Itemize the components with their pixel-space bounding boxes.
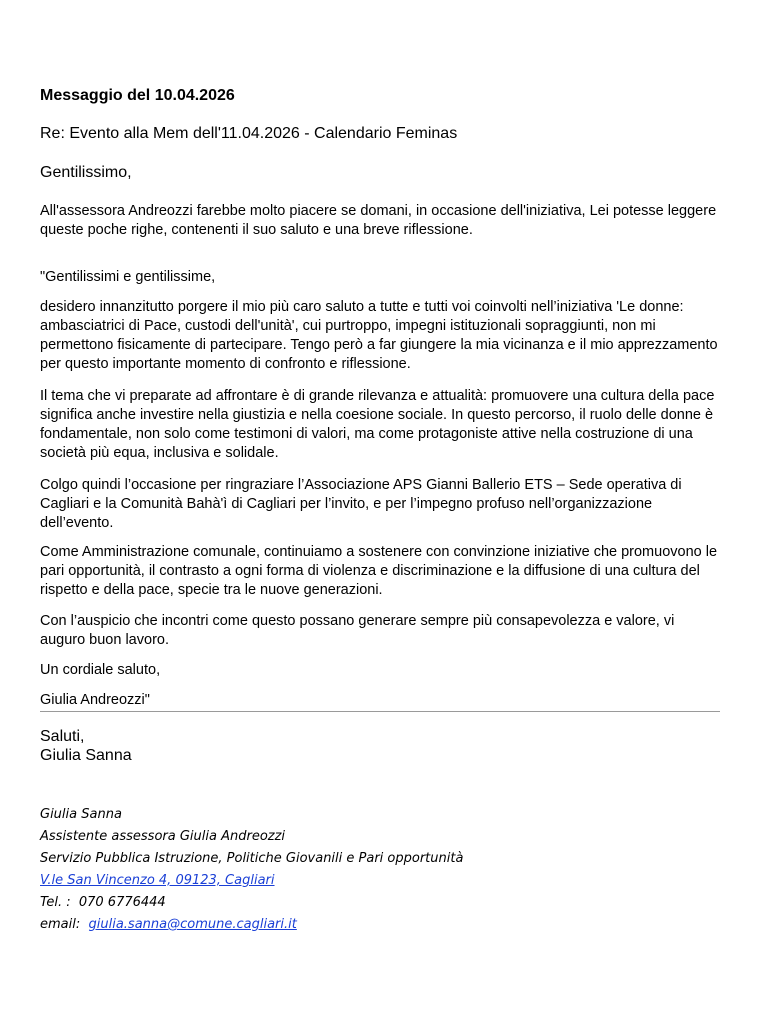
quote-paragraph-5: Con l’auspicio che incontri come questo possano generare sempre più consapevolezza e valore, vi auguro buon lavoro. xyxy=(40,613,675,648)
email-signature xyxy=(40,804,463,936)
closing-salutation: Saluti, xyxy=(40,728,85,745)
closing-name: Giulia Sanna xyxy=(40,747,132,764)
signature-phone-line xyxy=(40,892,463,914)
greeting: Gentilissimo, xyxy=(40,164,132,181)
quote-paragraph-2: Il tema che vi preparate ad affrontare è di grande rilevanza e attualità: promuovere una cultura della pace significa anche investire nella giustizia e nella coesione sociale. In questo percorso, il ruolo delle donne è fondamentale, non solo come testimoni di valori, ma come protagoniste attive nella costruzione di una società più equa, inclusiva e solidale. xyxy=(40,388,715,461)
quote-paragraph-3: Colgo quindi l’occasione per ringraziare l’Associazione APS Gianni Ballerio ETS – Sede operativa di Cagliari e la Comunità Bahà'ì di Cagliari per l’invito, e per l’impegno profuso nell’organizzazione dell’evento. xyxy=(40,477,682,531)
quote-signer: Giulia Andreozzi" xyxy=(40,692,150,708)
signature-department: Servizio Pubblica Istruzione, Politiche Giovanili e Pari opportunità xyxy=(40,851,464,866)
quote-paragraph-1: desidero innanzitutto porgere il mio più caro saluto a tutte e tutti voi coinvolti nell’iniziativa 'Le donne: ambasciatrici di Pace, custodi dell'unità', cui purtroppo, impegni istituzionali sopraggiunti, non mi permettono fisicamente di partecipare. Tengo però a far giungere la mia vicinanza e il mio apprezzamento per questo importante momento di confronto e riflessione. xyxy=(40,299,718,372)
reply-subject: Re: Evento alla Mem dell'11.04.2026 - Calendario Feminas xyxy=(40,125,458,142)
email-label: email: xyxy=(40,917,89,932)
signature-role: Assistente assessora Giulia Andreozzi xyxy=(40,829,286,844)
quote-divider xyxy=(40,711,720,712)
signature-address-link[interactable]: V.le San Vincenzo 4, 09123, Cagliari xyxy=(40,873,275,888)
phone-number: 070 6776444 xyxy=(78,895,166,910)
quote-paragraph-4: Come Amministrazione comunale, continuiamo a sostenere con convinzione iniziative che promuovono le pari opportunità, il contrasto a ogni forma di violenza e discriminazione e la diffusione di una cultura del rispetto e della pace, specie tra le nuove generazioni. xyxy=(40,544,718,598)
email-link[interactable]: giulia.sanna@comune.cagliari.it xyxy=(88,917,297,932)
phone-label: Tel. : xyxy=(40,895,79,910)
signature-name: Giulia Sanna xyxy=(40,807,122,822)
signature-email-line xyxy=(40,914,463,936)
message-date-heading: Messaggio del 10.04.2026 xyxy=(40,87,235,104)
intro-paragraph: All'assessora Andreozzi farebbe molto piacere se domani, in occasione dell'iniziativa, Lei potesse leggere queste poche righe, contenenti il suo saluto e una breve riflessione. xyxy=(40,203,717,238)
quote-salute: Un cordiale saluto, xyxy=(40,662,161,678)
quote-opening: "Gentilissimi e gentilissime, xyxy=(40,269,216,285)
closing xyxy=(40,727,132,765)
